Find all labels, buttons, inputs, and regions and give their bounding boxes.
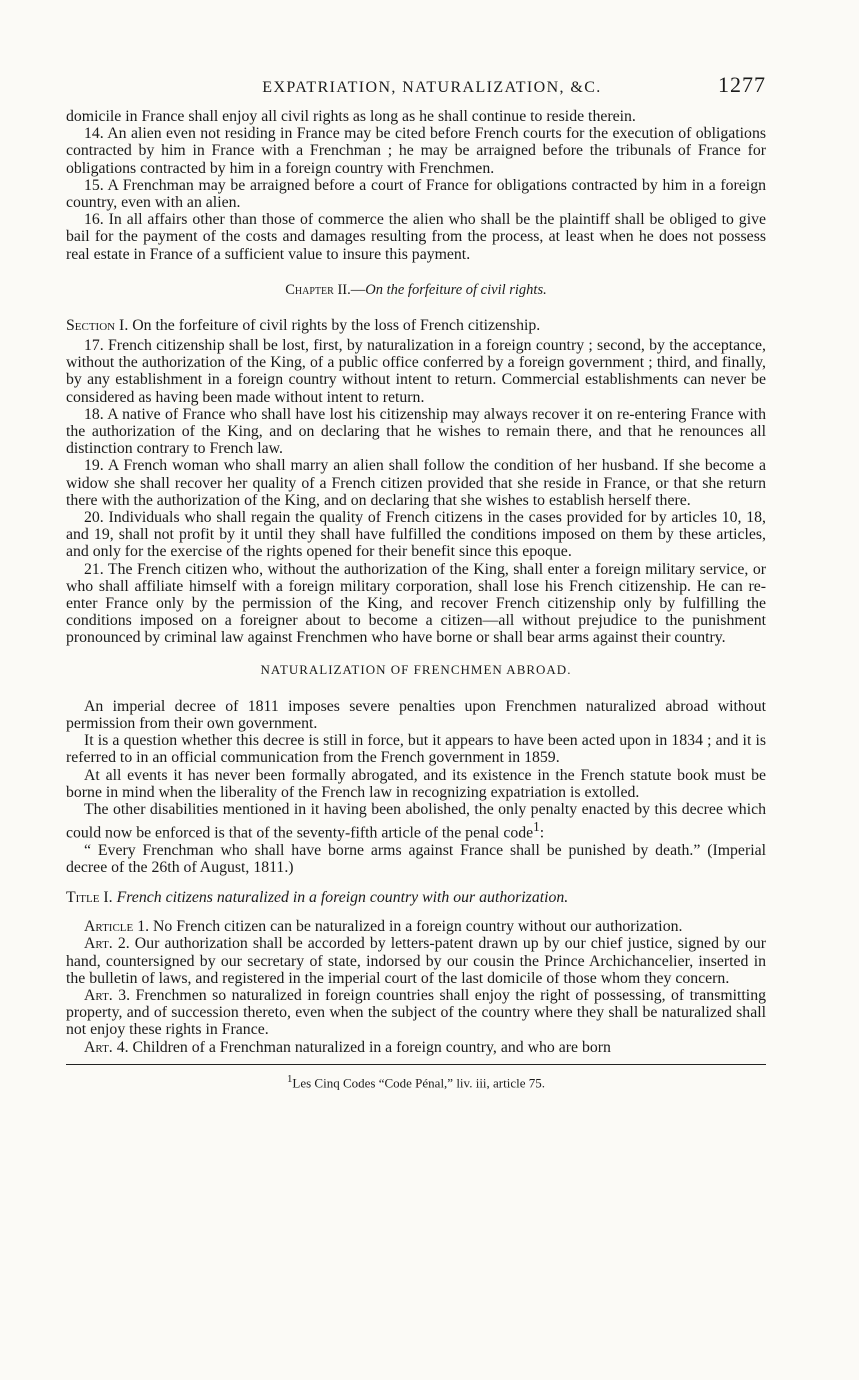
section-text: On the forfeiture of civil rights by the loss of French citizenship. (128, 316, 541, 334)
decree-article-label: Art. (84, 1038, 113, 1056)
decree-article-text: 1. No French citizen can be naturalized in a foreign country without our authorization. (133, 918, 683, 936)
decree-article-label: Art. (84, 987, 113, 1004)
page-number: 1277 (718, 72, 766, 97)
page-header (66, 72, 766, 98)
footnote (66, 1073, 766, 1091)
chapter-title: On the forfeiture of civil rights. (365, 281, 547, 298)
title-one-heading (66, 889, 766, 906)
decree-article-text: 4. Children of a Frenchman naturalized in a foreign country, and who are born (112, 1038, 611, 1056)
decree-article-text: 3. Frenchmen so naturalized in foreign countries shall enjoy the right of possessing, of transmitting property, and of succession thereto, even when the subject of the country where they shall be naturalized shall not enjoy these rights in France. (66, 987, 766, 1039)
title-one-text: French citizens naturalized in a foreign country with our authorization. (116, 888, 569, 906)
decree-article-3 (66, 987, 766, 1039)
naturalization-subheading: NATURALIZATION OF FRENCHMEN ABROAD. (260, 661, 572, 677)
decree-article-text: 2. Our authorization shall be accorded by letters-patent drawn up by our chief justice, signed by our hand, countersigned by our secretary of state, indorsed by our cousin the Prince Archichancelier, inserted in the bulletin of laws, and registered in the imperial court of the last domicile of those whom they concern. (66, 935, 766, 987)
intro-paragraph: domicile in France shall enjoy all civil rights as long as he shall continue to reside therein. (66, 108, 636, 125)
running-head: EXPATRIATION, NATURALIZATION, &C. (262, 79, 602, 96)
article-15: 15. A Frenchman may be arraigned before a court of France for obligations contracted by him in a foreign country, even with an alien. (66, 176, 766, 212)
article-17: 17. French citizenship shall be lost, first, by naturalization in a foreign country ; second, by the acceptance, without the authorization of the King, of a public office conferred by a foreign government ; third, and finally, by any establishment in a foreign country without intent to return. Commercial establishments can never be considered as having been made without intent to return. (66, 337, 766, 406)
decree-article-label: Article (84, 918, 134, 936)
penal-code-paragraph (66, 801, 766, 842)
chapter-label: Chapter II. (285, 281, 351, 298)
article-20: 20. Individuals who shall regain the quality of French citizens in the cases provided for by articles 10, 18, and 19, shall not profit by it until they shall have fulfilled the conditions imposed on them by these articles, and only for the exercise of the rights opened for their benefit since this epoque. (66, 509, 766, 561)
section-label: Section I. (66, 316, 129, 334)
page (66, 72, 766, 1091)
naturalization-paragraph: An imperial decree of 1811 imposes severe penalties upon Frenchmen naturalized abroad without permission from their own government. (66, 697, 766, 732)
article-18: 18. A native of France who shall have lost his citizenship may always recover it on re-entering France with the authorization of the King, and on declaring that he wishes to remain there, and that he renounces all distinction contrary to French law. (66, 405, 766, 458)
article-14: 14. An alien even not residing in France may be cited before French courts for the execution of obligations contracted by him in France with a Frenchman ; he may be arraigned before the tribunals of France for obligations contracted by him in a foreign country with Frenchmen. (66, 125, 766, 177)
penal-code-colon: : (539, 824, 545, 842)
naturalization-paragraph: It is a question whether this decree is still in force, but it appears to have been acted upon in 1834 ; and it is referred to in an official communication from the French government in 1859. (66, 732, 766, 767)
footnote-reference: 1 (533, 819, 540, 835)
article-21: 21. The French citizen who, without the authorization of the King, shall enter a foreign military service, or who shall affiliate himself with a foreign military corporation, shall lose his French citizenship. He can re-enter France only by the permission of the King, and recover French citizenship only by fulfilling the conditions imposed on a foreigner about to become a citizen—all without prejudice to the punishment pronounced by criminal law against Frenchmen who have borne or shall bear arms against their country. (66, 560, 766, 647)
footnote-text: Les Cinq Codes “Code Pénal,” liv. iii, article 75. (292, 1075, 546, 1091)
decree-article-4 (66, 1039, 766, 1056)
decree-quote: “ Every Frenchman who shall have borne arms against France shall be punished by death.” (Imperial decree of the 26th of August, 1811.) (66, 841, 766, 876)
article-16: 16. In all affairs other than those of commerce the alien who shall be the plaintiff shall be obliged to give bail for the payment of the costs and damages resulting from the process, at least when he does not possess real estate in France of a sufficient value to insure this payment. (66, 211, 766, 263)
footnote-marker: 1 (286, 1072, 293, 1085)
penal-code-text: The other disabilities mentioned in it having been abolished, the only penalty enacted by this decree which could now be enforced is that of the seventy-fifth article of the penal code (66, 800, 766, 842)
title-one-label: Title I. (66, 888, 113, 906)
decree-article-2 (66, 935, 766, 987)
decree-article-label: Art. (84, 935, 113, 953)
chapter-dash: — (350, 281, 366, 298)
article-19: 19. A French woman who shall marry an alien shall follow the condition of her husband. If she become a widow she shall recover her quality of a French citizen provided that she reside in France, or that she return there with the authorization of the King, and on declaring that she wishes to establish herself there. (66, 457, 766, 509)
section-heading (66, 317, 766, 334)
decree-article-1 (66, 918, 766, 935)
chapter-heading (66, 282, 766, 299)
naturalization-paragraph: At all events it has never been formally abrogated, and its existence in the French statute book must be borne in mind when the liberality of the French law in recognizing expatriation is extolled. (66, 766, 766, 801)
footnote-divider (66, 1064, 766, 1065)
